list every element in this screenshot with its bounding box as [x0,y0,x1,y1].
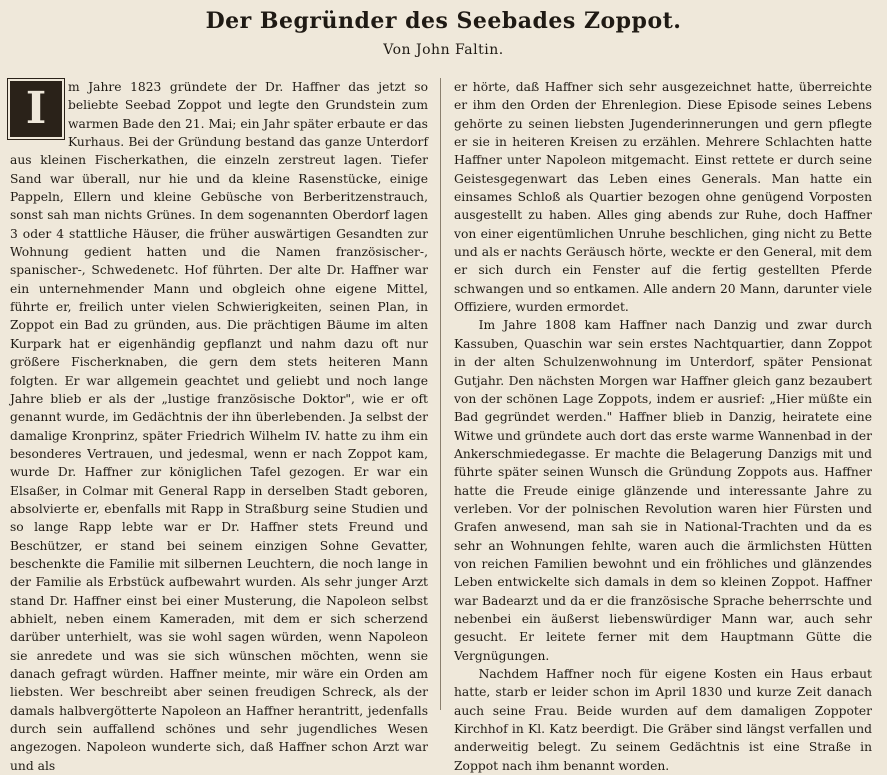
paragraph-2: Im Jahre 1808 kam Haffner nach Danzig und zwar durch Kassuben, Quaschin war sein erstes Nachtquartier, dann Zoppot in der alten Schulzenwohnung im Unterdorf, später Pensionat Gutjahr. Den nächsten Morgen war Haffner gleich ganz bezaubert von der schönen Lage Zoppots, indem er ausrief: „Hier müßte ein Bad gegründet werden." Haffner blieb in Danzig, heiratete eine Witwe und gründete auch dort das erste warme Wannenbad in der Ankerschmiedegasse. Er machte die Belagerung Danzigs mit und führte später seinen Wunsch die Gründung Zoppots aus. Haffner hatte die Freude einige glänzende und interessante Jahre zu verleben. Vor der polnischen Revolution waren hier Fürsten und Grafen anwesend, man sah sie in National-Trachten und da es sehr an Wohnungen fehlte, waren auch die ärmlichsten Hütten von reichen Familien bewohnt und ein fröhliches und glänzendes Leben entwickelte sich damals in dem so kleinen Zoppot. Haffner war Badearzt und da er die französische Sprache beherrschte und nebenbei ein äußerst liebenswürdiger Mann war, auch sehr gesucht. Er leitete ferner mit dem Hauptmann Gütte die Vergnügungen. [454,318,872,663]
right-column [454,78,872,775]
left-column [10,78,428,775]
column-divider [440,78,441,710]
paragraph-1-continued: er hörte, daß Haffner sich sehr ausgezeichnet hatte, überreichte er ihm den Orden der Ehrenlegion. Diese Episode seines Lebens gehörte zu seinen liebsten Jugenderinnerungen und gern pflegte er sie in heiteren Kreisen zu erzählen. Mehrere Schlachten hatte Haffner unter Napoleon mitgemacht. Einst rettete er durch seine Geistesgegenwart das Leben eines Generals. Man hatte ein einsames Schloß als Quartier bezogen ohne genügend Vorposten ausgestellt zu haben. Alles ging abends zur Ruhe, doch Haffner von einer eigentümlichen Unruhe beschlichen, ging nicht zu Bette und als er nachts Geräusch hörte, weckte er den General, mit dem er sich durch ein Fenster auf die fertig gestellten Pferde schwangen und so entkamen. Alle andern 20 Mann, darunter viele Offiziere, wurden ermordet. [454,80,872,315]
drop-cap: I [10,81,62,137]
paragraph-1: m Jahre 1823 gründete der Dr. Haffner das jetzt so beliebte Seebad Zoppot und legte den Grundstein zum warmen Bade den 21. Mai; ein Jahr später erbaute er das Kurhaus. Bei der Gründung bestand das ganze Unterdorf aus kleinen Fischerkathen, die einzeln zerstreut lagen. Tiefer Sand war überall, nur hie und da kleine Rasenstücke, einige Pappeln, Ellern und kleine Gebüsche von Berberitzenstrauch, sonst sah man nichts Grünes. In dem sogenannten Oberdorf lagen 3 oder 4 stattliche Häuser, die früher auswärtigen Gesandten zur Wohnung gedient hatten und die Namen französischer-, spanischer-, Schwedenetc. Hof führten. Der alte Dr. Haffner war ein unternehmender Mann und obgleich ohne eigene Mittel, führte er, freilich unter vielen Schwierigkeiten, seinen Plan, in Zoppot ein Bad zu gründen, aus. Die prächtigen Bäume im alten Kurpark hat er eigenhändig gepflanzt und nahm dazu oft nur größere Fischerknaben, die gern dem stets heiteren Mann folgten. Er war allgemein geachtet und geliebt und noch lange Jahre blieb er als der „lustige französische Doktor", wie er oft genannt wurde, im Gedächtnis der ihn überlebenden. Ja selbst der damalige Kronprinz, später Friedrich Wilhelm IV. hatte zu ihm ein besonderes Vertrauen, und jedesmal, wenn er nach Zoppot kam, wurde Dr. Haffner zur königlichen Tafel gezogen. Er war ein Elsaßer, in Colmar mit General Rapp in derselben Stadt geboren, absolvierte er, ebenfalls mit Rapp in Straßburg seine Studien und so lange Rapp lebte war er Dr. Haffner stets Freund und Beschützer, er stand bei seinem einzigen Sohne Gevatter, beschenkte die Familie mit silbernen Leuchtern, die noch lange in der Familie als Erbstück aufbewahrt wurden. Als sehr junger Arzt stand Dr. Haffner einst bei einer Musterung, die Napoleon selbst abhielt, neben einem Kameraden, mit dem er sich scherzend darüber unterhielt, was sie wohl sagen würden, wenn Napoleon sie anredete und was sie sich wünschen möchten, wenn sie danach gefragt würden. Haffner meinte, mir wäre ein Orden am liebsten. Wer beschreibt aber seinen freudigen Schreck, als der damals halbvergötterte Napoleon an Haffner herantritt, jedenfalls durch sein auffallend schönes und sehr jugendliches Wesen angezogen. Napoleon wunderte sich, daß Haffner schon Arzt war und als [10,80,428,773]
paragraph-3: Nachdem Haffner noch für eigene Kosten ein Haus erbaut hatte, starb er leider schon im April 1830 und kurze Zeit danach auch seine Frau. Beide wurden auf dem damaligen Zoppoter Kirchhof in Kl. Katz beerdigt. Die Gräber sind längst verfallen und anderweitig belegt. Zu seinem Gedächtnis ist eine Straße in Zoppot nach ihm benannt worden. [454,667,872,773]
article-title: Der Begründer des Seebades Zoppot. [205,8,682,34]
article-author: Von John Faltin. [383,42,504,58]
